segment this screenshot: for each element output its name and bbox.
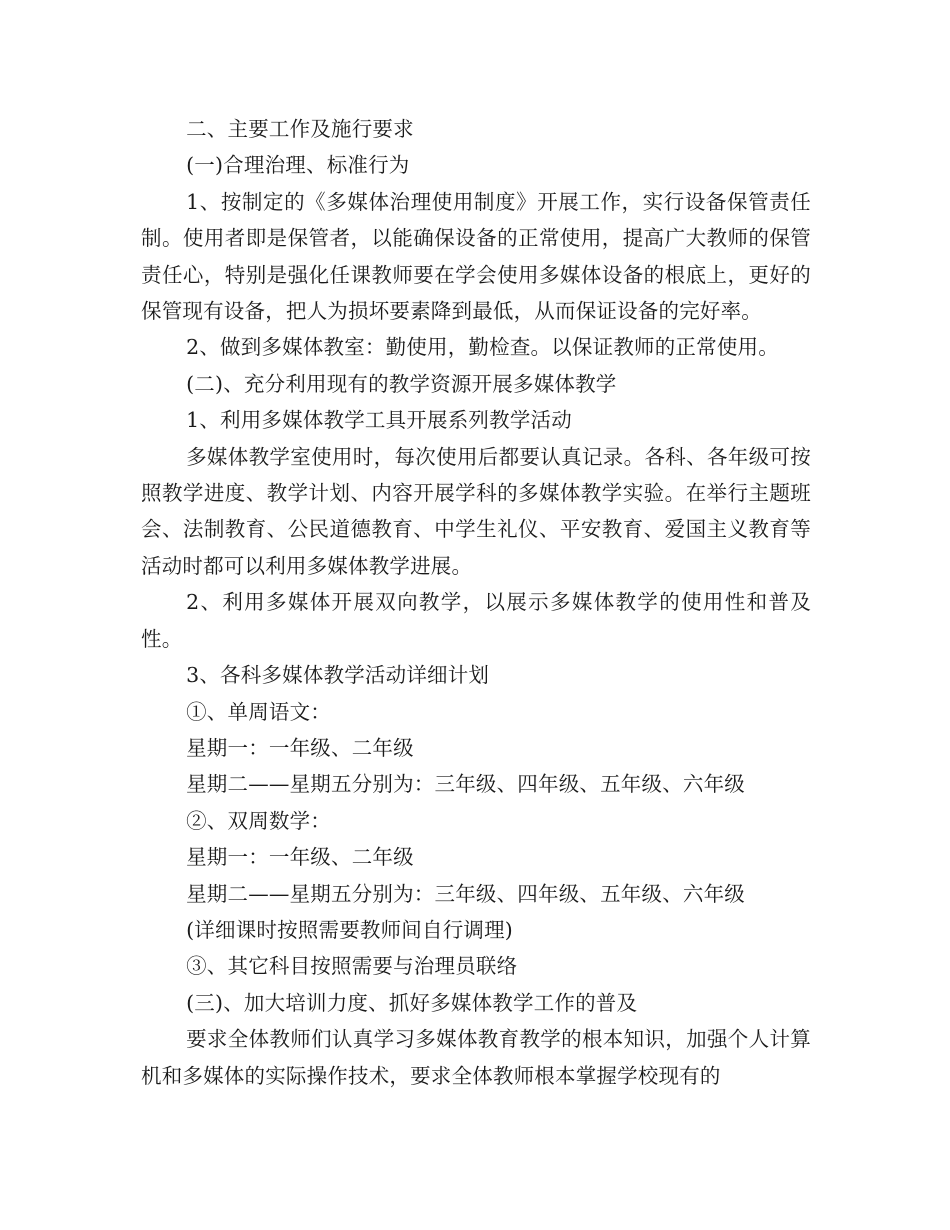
schedule-heading: ③、其它科目按照需要与治理员联络 — [186, 954, 518, 979]
subsection-heading: (一)合理治理、标准行为 — [186, 153, 410, 178]
item-heading: 1、利用多媒体教学工具开展系列教学活动 — [186, 408, 572, 433]
schedule-line: 星期一：一年级、二年级 — [186, 735, 414, 760]
section-heading: 二、主要工作及施行要求 — [186, 117, 414, 141]
paragraph: 要求全体教师们认真学习多媒体教育教学的根本知识，加强个人计算机和多媒体的实际操作技术，要求全体教师根本掌握学校现有的 — [141, 1027, 811, 1088]
schedule-heading: ②、双周数学： — [186, 808, 331, 833]
paragraph: 1、按制定的《多媒体治理使用制度》开展工作，实行设备保管责任制。使用者即是保管者，以能确保设备的正常使用，提高广大教师的保管责任心，特别是强化任课教师要在学会使用多媒体设备的根底上，更好的保管现有设备，把人为损坏要素降到最低，从而保证设备的完好率。 — [141, 189, 811, 324]
document-body — [141, 111, 811, 1094]
schedule-line: 星期一：一年级、二年级 — [186, 845, 414, 870]
subsection-heading: (二)、充分利用现有的教学资源开展多媒体教学 — [186, 371, 617, 396]
paragraph: 2、做到多媒体教室：勤使用，勤检查。以保证教师的正常使用。 — [186, 335, 779, 360]
item-heading: 3、各科多媒体教学活动详细计划 — [186, 663, 490, 688]
schedule-note: (详细课时按照需要教师间自行调理) — [186, 917, 513, 942]
schedule-heading: ①、单周语文： — [186, 699, 331, 724]
paragraph: 多媒体教学室使用时，每次使用后都要认真记录。各科、各年级可按照教学进度、教学计划、内容开展学科的多媒体教学实验。在举行主题班会、法制教育、公民道德教育、中学生礼仪、平安教育、爱国主义教育等活动时都可以利用多媒体教学进展。 — [141, 444, 811, 578]
paragraph: 2、利用多媒体开展双向教学，以展示多媒体教学的使用性和普及性。 — [141, 590, 811, 651]
subsection-heading: (三)、加大培训力度、抓好多媒体教学工作的普及 — [186, 990, 638, 1015]
schedule-line: 星期二——星期五分别为：三年级、四年级、五年级、六年级 — [186, 881, 745, 906]
schedule-line: 星期二——星期五分别为：三年级、四年级、五年级、六年级 — [186, 772, 745, 797]
